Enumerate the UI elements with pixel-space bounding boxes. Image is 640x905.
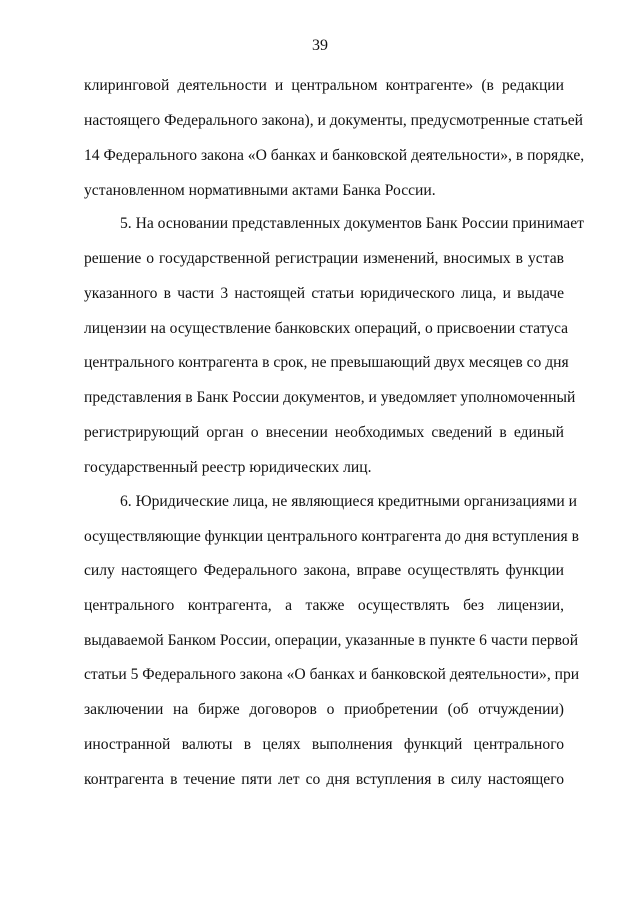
paragraph-5-first-line: 5. На основании представленных документов Банк России принимает [120,215,584,232]
text-line: контрагента в течение пяти лет со дня вступления в силу настоящего [84,771,564,788]
text-line: выдаваемой Банком России, операции, указанные в пункте 6 части первой [84,632,579,649]
text-line: регистрирующий орган о внесении необходимых сведений в единый [84,424,564,441]
text-line: 14 Федерального закона «О банках и банковской деятельности», в порядке, [84,147,585,164]
text-line: лицензии на осуществление банковских операций, о присвоении статуса [84,320,569,337]
text-line: осуществляющие функции центрального контрагента до дня вступления в [84,528,579,545]
text-line: настоящего Федерального закона), и документы, предусмотренные статьей [84,112,583,129]
paragraph-6-first-line: 6. Юридические лица, не являющиеся кредитными организациями и [120,493,577,510]
text-line: представления в Банк России документов, и уведомляет уполномоченный [84,389,576,406]
text-line: силу настоящего Федерального закона, вправе осуществлять функции [84,562,564,579]
page-number: 39 [312,37,328,54]
text-line: иностранной валюты в целях выполнения функций центрального [84,736,564,753]
text-line: статьи 5 Федерального закона «О банках и банковской деятельности», при [84,666,580,683]
text-line: клиринговой деятельности и центральном контрагенте» (в редакции [84,77,564,94]
text-line: указанного в части 3 настоящей статьи юридического лица, и выдаче [84,285,564,302]
text-line: заключении на бирже договоров о приобретении (об отчуждении) [84,701,564,718]
text-line: решение о государственной регистрации изменений, вносимых в устав [84,250,564,267]
text-line: установленном нормативными актами Банка России. [84,182,436,199]
text-line: центрального контрагента, а также осуществлять без лицензии, [84,597,564,614]
text-line: центрального контрагента в срок, не превышающий двух месяцев со дня [84,354,569,371]
text-line: государственный реестр юридических лиц. [84,459,372,476]
